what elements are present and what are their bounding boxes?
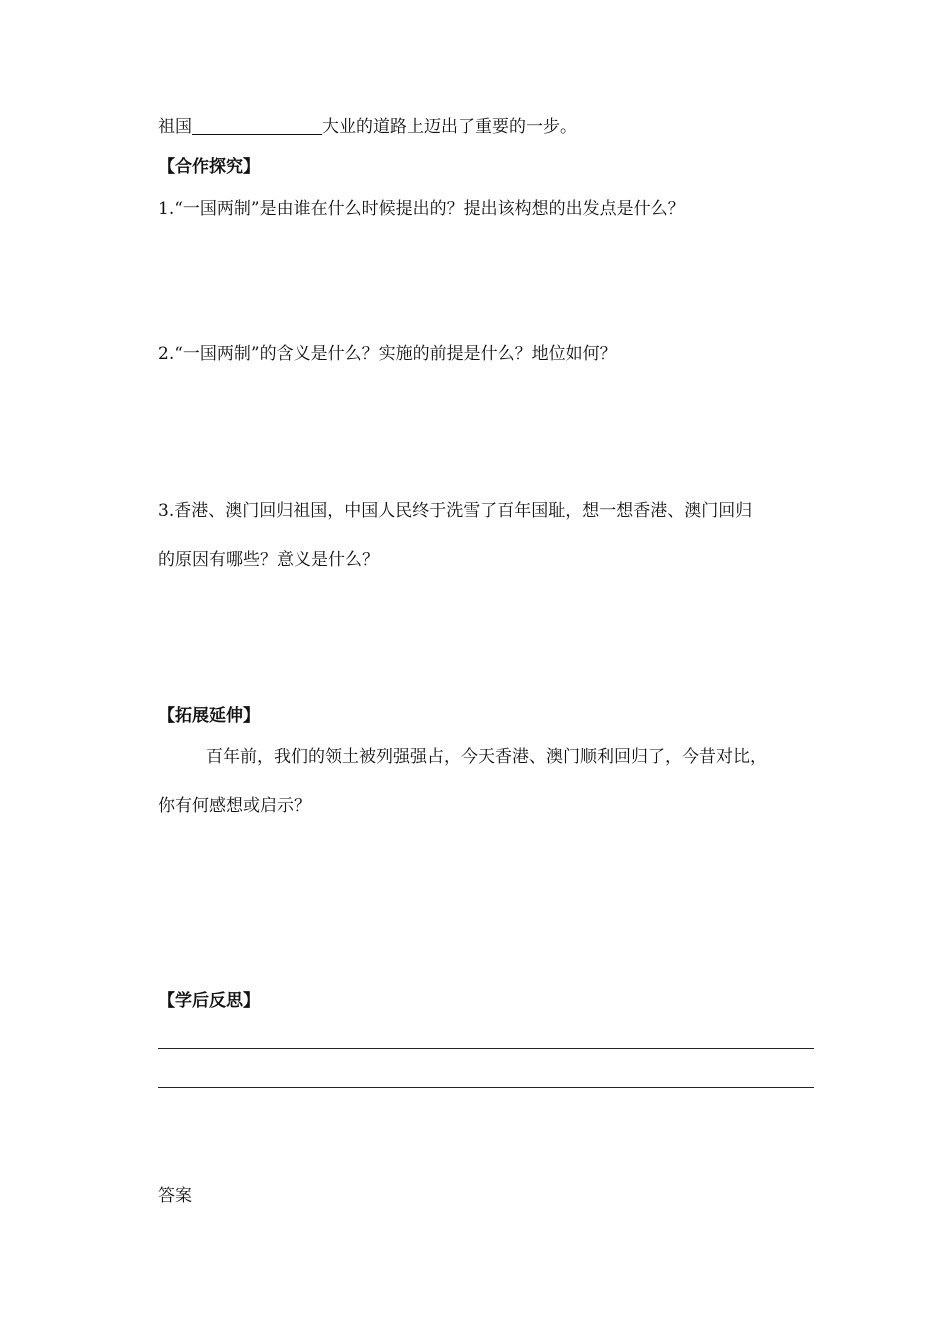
section-heading-tuozhan: 【拓展延伸】 <box>158 706 260 726</box>
intro-line-suffix: 大业的道路上迈出了重要的一步。 <box>322 117 577 137</box>
section-heading-hezuo: 【合作探究】 <box>158 157 260 177</box>
question-1: 1.“一国两制”是由谁在什么时候提出的？提出该构想的出发点是什么？ <box>158 199 685 219</box>
extension-line-1: 百年前，我们的领土被列强强占，今天香港、澳门顺利回归了，今昔对比， <box>206 747 767 767</box>
reflection-answer-line-1[interactable] <box>158 1048 814 1049</box>
question-3-line-2: 的原因有哪些？意义是什么？ <box>158 550 379 570</box>
reflection-answer-line-2[interactable] <box>158 1087 814 1088</box>
section-heading-fansi: 【学后反思】 <box>158 991 260 1011</box>
question-2: 2.“一国两制”的含义是什么？实施的前提是什么？地位如何？ <box>158 344 617 364</box>
intro-line-prefix: 祖国 <box>158 117 192 137</box>
fill-in-blank[interactable] <box>192 116 322 135</box>
intro-line <box>158 116 577 138</box>
answer-label: 答案 <box>158 1186 192 1206</box>
extension-line-2: 你有何感想或启示？ <box>158 796 311 816</box>
question-3-line-1: 3.香港、澳门回归祖国，中国人民终于洗雪了百年国耻，想一想香港、澳门回归 <box>158 501 753 521</box>
